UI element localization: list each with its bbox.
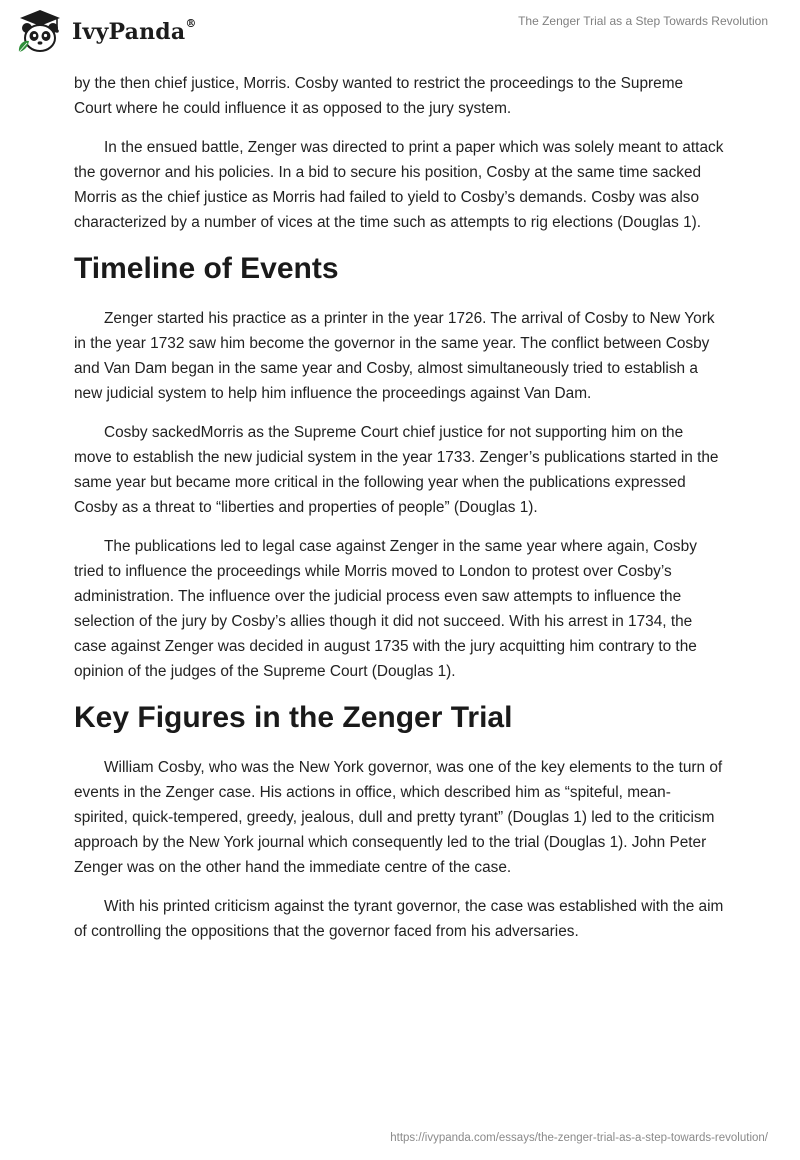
- paragraph: With his printed criticism against the tyrant governor, the case was established with the aim of controlling the oppositions that the governor faced from his adversaries.: [74, 898, 724, 940]
- page-title: The Zenger Trial as a Step Towards Revolution: [518, 14, 768, 28]
- brand-name: [72, 19, 197, 45]
- page-header: [0, 0, 800, 62]
- registered-mark: ®: [185, 17, 197, 30]
- paragraph: William Cosby, who was the New York governor, was one of the key elements to the turn of events in the Zenger case. His actions in office, which described him as “spiteful, mean-spirited, quick-tempered, greedy, jealous, dull and pretty tyrant” (Douglas 1) led to the criticism approach by the New York journal which consequently led to the trial (Douglas 1). John Peter Zenger was on the other hand the immediate centre of the case.: [74, 759, 723, 876]
- paragraph: The publications led to legal case against Zenger in the same year where again, Cosby tried to influence the proceedings while Morris moved to London to protest over Cosby’s administration. The influence over the judicial process even saw attempts to influence the selection of the jury by Cosby’s allies though it did not succeed. With his arrest in 1734, the case against Zenger was decided in august 1735 with the jury acquitting him contrary to the opinion of the judges of the Supreme Court (Douglas 1).: [74, 538, 697, 680]
- essay-body: [74, 71, 724, 958]
- paragraph: Cosby sackedMorris as the Supreme Court chief justice for not supporting him on the move to establish the new judicial system in the year 1733. Zenger’s publications started in the same year but became more critical in the following year when the publications expressed Cosby as a threat to “liberties and properties of people” (Douglas 1).: [74, 424, 719, 516]
- brand-label: IvyPanda: [72, 19, 186, 45]
- paragraph: by the then chief justice, Morris. Cosby wanted to restrict the proceedings to the Supreme Court where he could influence it as opposed to the jury system.: [74, 75, 684, 117]
- panda-graduate-icon: [14, 8, 66, 56]
- source-url-link[interactable]: https://ivypanda.com/essays/the-zenger-trial-as-a-step-towards-revolution/: [390, 1132, 768, 1144]
- ivypanda-logo[interactable]: [14, 8, 197, 56]
- paragraph: Zenger started his practice as a printer in the year 1726. The arrival of Cosby to New York in the year 1732 saw him become the governor in the same year. The conflict between Cosby and Van Dam began in the same year and Cosby, almost simultaneously tried to establish a new judicial system to help him influence the proceedings against Van Dam.: [74, 310, 715, 402]
- paragraph: In the ensued battle, Zenger was directed to print a paper which was solely meant to attack the governor and his policies. In a bid to secure his position, Cosby at the same time sacked Morris as the chief justice as Morris had failed to yield to Cosby’s demands. Cosby was also characterized by a number of vices at the time such as attempts to rig elections (Douglas 1).: [74, 139, 724, 231]
- section-heading-timeline: Timeline of Events: [74, 252, 339, 285]
- section-heading-key-figures: Key Figures in the Zenger Trial: [74, 701, 513, 734]
